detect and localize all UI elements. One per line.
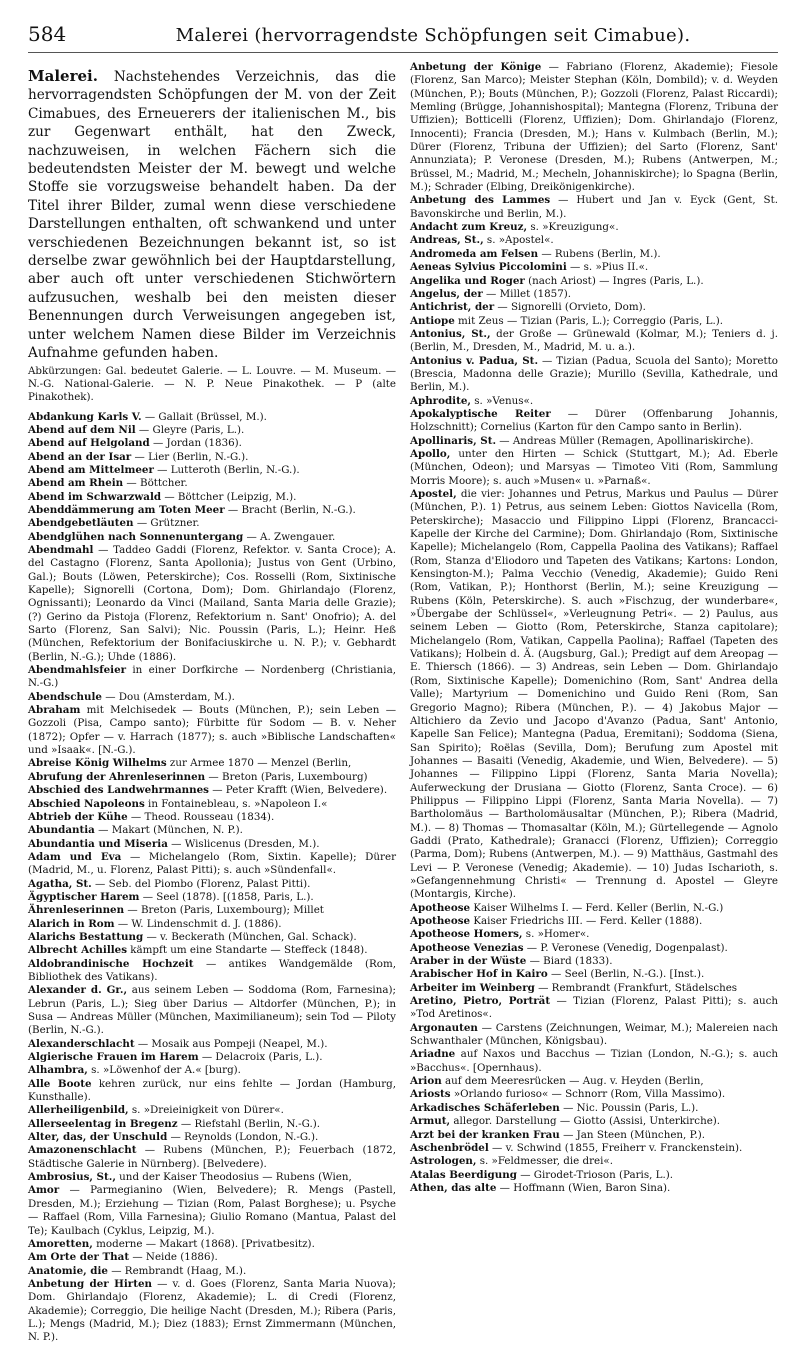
index-entry xyxy=(28,491,396,504)
entry-headword: Abraham xyxy=(28,704,81,717)
entry-headword: Abendglühen nach Sonnenuntergang xyxy=(28,530,244,543)
entry-headword: Abend am Rhein xyxy=(28,477,124,490)
index-entry xyxy=(28,544,396,664)
index-entry xyxy=(410,288,778,301)
entry-headword: Aphrodite, xyxy=(410,394,471,407)
entry-text: — A. Zwengauer. xyxy=(243,530,336,543)
index-entry xyxy=(28,664,396,691)
index-entry xyxy=(410,1102,778,1115)
index-entry xyxy=(28,931,396,944)
entry-text: s. »Homer«. xyxy=(522,928,590,941)
index-entry xyxy=(28,1131,396,1144)
entry-text: Kaiser Wilhelms I. — Ferd. Keller (Berlin, N.-G.) xyxy=(470,901,724,914)
entry-headword: Apotheose xyxy=(410,915,471,927)
entry-text: — Lier (Berlin, N.-G.). xyxy=(131,450,249,463)
entry-headword: Anbetung der Hirten xyxy=(28,1277,152,1290)
entry-headword: Andacht zum Kreuz, xyxy=(410,221,528,234)
entry-headword: Alle Boote xyxy=(28,1077,92,1090)
entry-headword: Antonius, St., xyxy=(410,327,491,340)
entry-headword: Alexander d. Gr., xyxy=(28,984,128,997)
index-entry xyxy=(28,1265,396,1278)
entry-text: — Breton (Paris, Luxembourg) xyxy=(205,770,368,783)
index-entry xyxy=(28,504,396,517)
entry-headword: Abundantia und Miseria xyxy=(28,837,168,850)
entry-text: kehren zurück, nur eins fehlte — Jordan (Hamburg, Kunsthalle). xyxy=(28,1077,396,1104)
index-entry xyxy=(28,944,396,957)
entry-text: — P. Veronese (Venedig, Dogenpalast). xyxy=(523,941,728,954)
page-header xyxy=(28,22,778,53)
entry-headword: Arzt bei der kranken Frau xyxy=(410,1128,560,1141)
index-entry xyxy=(410,955,778,968)
entry-text: — Bracht (Berlin, N.-G.). xyxy=(224,503,356,516)
entry-text: — Riefstahl (Berlin, N.-G.). xyxy=(177,1117,321,1130)
index-entry xyxy=(28,1118,396,1131)
entry-headword: Angelika und Roger xyxy=(410,274,525,287)
entry-text: — v. d. Goes (Florenz, Santa Maria Nuova); Dom. Ghirlandajo (Florenz, Akademie); L. di Credi (Florenz, Akademie); Correggio, Die heilige Nacht (Dresden, M.); Ribera (Paris, L.); Mengs (Madrid, M.); Diez (1883); Ernst Zimmermann (München, N. P.). xyxy=(28,1277,396,1344)
entry-text: — Hubert und Jan v. Eyck (Gent, St. Bavonskirche und Berlin, M.). xyxy=(410,194,778,220)
entry-headword: Ährenleserinnen xyxy=(28,904,125,917)
index-entry xyxy=(28,891,396,904)
intro-title: Malerei. xyxy=(28,67,98,85)
entry-text: — Böttcher (Leipzig, M.). xyxy=(161,490,297,503)
entry-headword: Abrufung der Ahrenleserinnen xyxy=(28,770,206,783)
entry-text: »Orlando furioso« — Schnorr (Rom, Villa Massimo). xyxy=(450,1088,726,1101)
entry-text: zur Armee 1870 — Menzel (Berlin, xyxy=(166,757,352,770)
entry-text: — Lutteroth (Berlin, N.-G.). xyxy=(153,463,300,476)
entry-text: aus seinem Leben — Soddoma (Rom, Farnesina); Lebrun (Paris, L.); Sieg über Darius — Altdorfer (München, P.); in Susa — Andreas Müller (München, Maximilianeum); sein Tod — Piloty (Berlin, N.-G.). xyxy=(28,984,396,1037)
index-entry xyxy=(28,1278,396,1345)
index-entry xyxy=(28,1144,396,1171)
entry-headword: Arkadisches Schäferleben xyxy=(410,1101,560,1114)
entry-text: — Seb. del Piombo (Florenz, Palast Pitti). xyxy=(91,877,311,890)
entry-headword: Abendmahl xyxy=(28,543,94,556)
entry-headword: Abenddämmerung am Toten Meer xyxy=(28,503,225,516)
index-entry xyxy=(28,798,396,811)
entry-text: in Fontainebleau, s. »Napoleon I.« xyxy=(144,797,328,810)
index-entry xyxy=(28,437,396,450)
entry-headword: Abend am Mittelmeer xyxy=(28,463,154,476)
index-entry xyxy=(410,234,778,247)
running-title: Malerei (hervorragendste Schöpfungen seit Cimabue). xyxy=(175,25,691,46)
entry-text: — Rubens (München, P.); Feuerbach (1872, Städtische Galerie in Nürnberg). [Belvedere). xyxy=(28,1144,396,1170)
index-entry xyxy=(28,878,396,891)
entry-headword: Ambrosius, St., xyxy=(28,1171,116,1184)
index-entry xyxy=(28,1038,396,1051)
entry-headword: Astrologen, xyxy=(410,1155,477,1168)
index-entry xyxy=(410,1022,778,1049)
index-entry xyxy=(28,1104,396,1117)
index-entry xyxy=(410,488,778,902)
entry-text: — Michelangelo (Rom, Sixtin. Kapelle); Dürer (Madrid, M., u. Florenz, Palast Pitti); s. auch »Sündenfall«. xyxy=(28,850,396,877)
index-entry xyxy=(410,194,778,221)
index-entry xyxy=(28,824,396,837)
entry-text: — Tizian (Florenz, Palast Pitti); s. auch »Tod Aretinos«. xyxy=(410,995,779,1021)
index-entry xyxy=(28,691,396,704)
index-entry xyxy=(410,1142,778,1155)
entry-text: — Rubens (Berlin, M.). xyxy=(538,247,661,260)
entry-headword: Amoretten, xyxy=(28,1237,93,1250)
entry-text: s. »Dreieinigkeit von Dürer«. xyxy=(128,1104,284,1117)
entry-text: auf Naxos und Bacchus — Tizian (London, N.-G.); s. auch »Bacchus«. [Opernhaus). xyxy=(410,1048,778,1074)
entry-text: Kaiser Friedrichs III. — Ferd. Keller (1888). xyxy=(470,915,703,927)
entry-text: — Nic. Poussin (Paris, L.). xyxy=(559,1101,699,1114)
index-entry xyxy=(28,451,396,464)
entry-headword: Apollo, xyxy=(410,447,451,460)
entry-text: — Mosaik aus Pompeji (Neapel, M.). xyxy=(134,1037,328,1050)
index-entry xyxy=(410,982,778,995)
entry-headword: Abschied Napoleons xyxy=(28,797,145,810)
entry-headword: Ariosts xyxy=(410,1088,451,1101)
entry-headword: Antonius v. Padua, St. xyxy=(410,354,539,367)
entry-headword: Allerheiligenbild, xyxy=(28,1104,129,1117)
entry-headword: Argonauten xyxy=(410,1021,478,1034)
intro-text: Nachstehendes Verzeichnis, das die hervorragendsten Schöpfungen der M. von der Zeit Cimabues, des Erneuerers der italienischen M., bis zur Gegenwart enthält, hat den Zweck, nachzuweisen, in welchen Fächern sich die bedeutendsten Meister der M. bewegt und welche Stoffe sie vorzugsweise behandelt haben. Da der Titel ihrer Bilder, zumal wenn diese verschiedene Darstellungen enthalten, oft schwankend und unter verschiedenen Bezeichnungen bekannt ist, so ist derselbe zwar gewöhnlich bei der Hauptdarstellung, aber auch oft unter verschiedenen Stichwörtern aufzusuchen, weshalb bei den meisten dieser Benennungen durch Verweisungen angegeben ist, unter welchem Namen diese Bilder im Verzeichnis Aufnahme gefunden haben. xyxy=(28,69,396,362)
index-entry xyxy=(28,984,396,1037)
entry-text: — antikes Wandgemälde (Rom, Bibliothek des Vatikans). xyxy=(28,957,396,983)
index-entry xyxy=(410,968,778,981)
index-entry xyxy=(28,838,396,851)
index-entry xyxy=(28,704,396,757)
index-entry xyxy=(28,424,396,437)
entry-headword: Angelus, der xyxy=(410,287,483,300)
entry-text: — Parmegianino (Wien, Belvedere); R. Mengs (Pastell, Dresden, M.); Erziehung — Tizian (Rom, Palast Borghese); u. Psyche — Raffael (Rom, Villa Farnesina); Giulio Romano (Mantua, Palast del Te); Kaulbach (Cyklus, Leipzig, M.). xyxy=(28,1184,396,1237)
entry-headword: Abtrieb der Kühe xyxy=(28,810,128,823)
entry-headword: Aretino, Pietro, Porträt xyxy=(410,995,551,1008)
intro-paragraph xyxy=(28,67,396,363)
entry-headword: Abundantia xyxy=(28,824,95,837)
entry-headword: Allerseelentag in Bregenz xyxy=(28,1117,178,1130)
index-entry xyxy=(28,1171,396,1184)
entry-text: — v. Beckerath (München, Gal. Schack). xyxy=(143,930,357,943)
index-entry xyxy=(410,1169,778,1182)
entry-headword: Abdankung Karls V. xyxy=(28,410,142,423)
index-entry xyxy=(28,918,396,931)
entry-headword: Antiope xyxy=(410,314,455,327)
entry-text: — Grützner. xyxy=(133,517,200,530)
entry-headword: Armut, xyxy=(410,1115,451,1128)
index-entry xyxy=(410,942,778,955)
index-entry xyxy=(28,477,396,490)
left-column xyxy=(28,61,396,1344)
index-entry xyxy=(28,1078,396,1105)
entry-headword: Algierische Frauen im Harem xyxy=(28,1051,199,1064)
entry-headword: Apotheose xyxy=(410,901,471,914)
entry-headword: Andreas, St., xyxy=(410,234,484,247)
entry-text: — Gallait (Brüssel, M.). xyxy=(141,410,267,423)
index-entry xyxy=(410,248,778,261)
entry-headword: Adam und Eva xyxy=(28,850,122,863)
entry-text: — Seel (Berlin, N.-G.). [Inst.). xyxy=(547,968,705,981)
entry-text: — Tizian (Padua, Scuola del Santo); Moretto (Brescia, Madonna delle Grazie); Murillo (Sevilla, Kathedrale, und Berlin, M.). xyxy=(410,354,778,394)
index-entry xyxy=(410,902,778,915)
index-entry xyxy=(410,221,778,234)
entry-headword: Abendmahlsfeier xyxy=(28,664,127,677)
entry-text: — s. »Pius II.«. xyxy=(566,261,649,274)
entry-headword: Arbeiter im Weinberg xyxy=(410,981,535,994)
index-entry xyxy=(28,1064,396,1077)
entry-text: — Jordan (1836). xyxy=(149,437,242,450)
index-entry xyxy=(410,448,778,488)
entry-text: moderne — Makart (1868). [Privatbesitz). xyxy=(92,1237,315,1250)
index-entry xyxy=(28,851,396,878)
index-entry xyxy=(28,784,396,797)
entry-text: s. »Apostel«. xyxy=(483,234,554,247)
abbreviations-note: Abkürzungen: Gal. bedeutet Galerie. — L. Louvre. — M. Museum. — N.-G. National-Galerie. — N. P. Neue Pinakothek. — P (alte Pinakothek). xyxy=(28,364,396,404)
entry-text: unter den Hirten — Schick (Stuttgart, M.); Ad. Eberle (München, Odeon); und Marsyas — Timoteo Viti (Rom, Sammlung Morris Moore); s. auch »Musen« u. »Parnaß«. xyxy=(410,447,778,487)
index-entry xyxy=(410,61,778,194)
entry-headword: Apollinaris, St. xyxy=(410,434,497,447)
index-entry xyxy=(28,1251,396,1264)
index-entry xyxy=(410,355,778,395)
entry-text: die vier: Johannes und Petrus, Markus und Paulus — Dürer (München, P.). 1) Petrus, aus seinem Leben: Giottos Navicella (Rom, Peterskirche); Masaccio und Filippino Lippi (Florenz, Brancacci-Kapelle der Kirche del Carmine); Dom. Ghirlandajo (Rom, Sixtinische Kapelle); Michelangelo (Rom, Cappella Paolina des Vatikans); Raffael (Rom, Stanza d'Eliodoro und Tapeten des Vatikans; Kartons: London, Kensington-M.); Palma Vecchio (Venedig, Akademie); Guido Reni (Rom, Vatikan, P.); Honthorst (Berlin, M.); seine Kreuzigung — Rubens (Köln, Peterskirche). S. auch »Fischzug, der wunderbare«, »Übergabe der Schlüssel«, »Verleugnung Petri«. — 2) Paulus, aus seinem Leben — Giotto (Rom, Peterskirche, Stanza capitolare); Michelangelo (Rom, Vatikan, Cappella Paolina); Raffael (Tapeten des Vatikans); Holbein d. Ä. (Augsburg, Gal.); Predigt auf dem Areopag — E. Thiersch (1866). — 3) Andreas, sein Leben — Dom. Ghirlandajo (Rom, Sixtinische Kapelle); Domenichino (Rom, Sant' Andrea della Valle); Martyrium — Domenichino und Guido Reni (Rom, San Gregorio Magno); Ribera (München, P.). — 4) Jakobus Major — Altichiero da Zevio und Jacopo d'Avanzo (Padua, Sant' Antonio, Kapelle San Felice); Mantegna (Padua, Eremitani); Soddoma (Siena, San Spirito); Roëlas (Sevilla, Dom); Berufung zum Apostel mit Johannes — Basaiti (Venedig, Akademie, und Wien, Belvedere). — 5) Johannes — Filippino Lippi (Florenz, Santa Maria Novella); Auferweckung der Drusiana — Giotto (Florenz, Santa Croce). — 6) Philippus — Filippino Lippi (Florenz, Santa Maria Novella). — 7) Bartholomäus — Bartholomäusaltar (München, P.); Ribera (Madrid, M.). — 8) Thomas — Thomasaltar (Köln, M.); Gürtellegende — Agnolo Gaddi (Prato, Kathedrale); Granacci (Florenz, Uffizien); Correggio (Parma, Dom); Rubens (Antwerpen, M.). — 9) Matthäus, Gastmahl des Levi — P. Veronese (Venedig; Akademie). — 10) Judas Ischarioth, s. »Gefangennehmung Christi« — Trennung d. Apostel — Gleyre (Montargis, Kirche). xyxy=(410,488,778,901)
entry-text: — Böttcher. xyxy=(123,477,188,490)
index-entry xyxy=(410,995,778,1022)
entry-headword: Aeneas Sylvius Piccolomini xyxy=(410,261,567,274)
entry-headword: Anbetung der Könige xyxy=(410,61,542,73)
index-entry xyxy=(410,435,778,448)
entry-headword: Apotheose Homers, xyxy=(410,928,523,941)
entry-text: — Peter Krafft (Wien, Belvedere). xyxy=(208,784,388,797)
index-entry xyxy=(410,275,778,288)
entry-text: und der Kaiser Theodosius — Rubens (Wien, xyxy=(115,1171,352,1184)
index-entry xyxy=(28,1051,396,1064)
entry-text: — W. Lindenschmit d. J. (1886). xyxy=(114,917,282,930)
entry-text: s. »Feldmesser, die drei«. xyxy=(476,1155,613,1168)
entry-headword: Albrecht Achilles xyxy=(28,944,128,957)
entry-headword: Amor xyxy=(28,1184,60,1197)
entry-headword: Andromeda am Felsen xyxy=(410,247,539,260)
entry-headword: Alhambra, xyxy=(28,1064,88,1077)
index-entry xyxy=(410,261,778,274)
right-column xyxy=(410,61,778,1241)
entry-text: allegor. Darstellung — Giotto (Assisi, Unterkirche). xyxy=(450,1115,721,1128)
index-entry xyxy=(410,915,778,928)
entry-headword: Arion xyxy=(410,1075,442,1088)
entry-headword: Arabischer Hof in Kairo xyxy=(410,968,548,981)
index-entry xyxy=(410,1075,778,1088)
entry-text: — Andreas Müller (Remagen, Apollinariskirche). xyxy=(496,434,754,447)
entry-text: s. »Löwenhof der A.« [burg). xyxy=(87,1064,241,1077)
entry-text: auf dem Meeresrücken — Aug. v. Heyden (Berlin, xyxy=(441,1075,704,1088)
entry-text: — Carstens (Zeichnungen, Weimar, M.); Malereien nach Schwanthaler (München, Königsbau). xyxy=(410,1021,778,1048)
entry-text: — Signorelli (Orvieto, Dom). xyxy=(494,301,646,314)
entry-headword: Apokalyptische Reiter xyxy=(410,407,551,420)
index-entry xyxy=(28,1238,396,1251)
entry-text: — Jan Steen (München, P.). xyxy=(559,1128,706,1141)
entry-text: — Rembrandt (Haag, M.). xyxy=(107,1264,247,1277)
index-entry xyxy=(410,1115,778,1128)
entry-headword: Anbetung des Lammes xyxy=(410,194,551,207)
page xyxy=(28,22,779,1344)
entry-headword: Alarichs Bestattung xyxy=(28,930,144,943)
entry-headword: Aschenbrödel xyxy=(410,1141,489,1154)
entry-headword: Athen, das alte xyxy=(410,1181,497,1194)
index-entry xyxy=(410,1088,778,1101)
entry-text: der Große — Grünewald (Kolmar, M.); Teniers d. j. (Berlin, M., Dresden, M., Madrid, M. u. a.). xyxy=(410,327,778,354)
index-entry xyxy=(28,811,396,824)
index-entry xyxy=(28,958,396,985)
entry-headword: Alter, das, der Unschuld xyxy=(28,1131,168,1144)
index-entry xyxy=(410,928,778,941)
right-entries-list xyxy=(410,61,778,1195)
entry-text: — Taddeo Gaddi (Florenz, Refektor. v. Santa Croce); A. del Castagno (Florenz, Santa Apollonia); Justus von Gent (Urbino, Gal.); Bouts (Löwen, Peterskirche); Cos. Rosselli (Rom, Sixtinische Kapelle); Signorelli (Cortona, Dom); Dom. Ghirlandajo (Florenz, Ognissanti); Leonardo da Vinci (Mailand, Santa Maria delle Grazie); (?) Gerino da Pistoja (Florenz, Refektorium n. Sant' Onofrio); A. del Sarto (Florenz, San Salvi); Nic. Poussin (Paris, L.); Heinr. Heß (München, Refektorium der Bonifaciuskirche u. N. P.); v. Gebhardt (Berlin, N.-G.); Uhde (1886). xyxy=(28,543,396,663)
entry-text: kämpft um eine Standarte — Steffeck (1848). xyxy=(127,944,368,957)
entry-headword: Araber in der Wüste xyxy=(410,955,527,968)
entry-headword: Apostel, xyxy=(410,488,457,500)
index-entry xyxy=(28,757,396,770)
entry-text: — Fabriano (Florenz, Akademie); Fiesole (Florenz, San Marco); Meister Stephan (Köln, Dombild); v. d. Weyden (München, P.); Bouts (München, P.); Gozzoli (Florenz, Palast Riccardi); Memling (Brügge, Johannishospital); Mantegna (Florenz, Tribuna der Uffizien); Botticelli (Florenz, Uffizien); Dom. Ghirlandajo (Florenz, Innocenti); Francia (Dresden, M.); Hans v. Kulmbach (Berlin, M.); Dürer (Florenz, Tribuna der Uffizien); del Sarto (Florenz, Sant' Annunziata); P. Veronese (Dresden, M.); Rubens (Antwerpen, M.; Brüssel, M.; Madrid, M.; Mecheln, Johanniskirche); lo Spagna (Berlin, M.); Schrader (Elbing, Dreikönigenkirche). xyxy=(410,61,778,194)
entry-text: — Delacroix (Paris, L.). xyxy=(198,1051,323,1064)
index-entry xyxy=(410,315,778,328)
entry-headword: Ariadne xyxy=(410,1048,456,1061)
index-entry xyxy=(28,411,396,424)
entry-headword: Agatha, St. xyxy=(28,877,92,890)
entry-text: s. »Venus«. xyxy=(470,394,534,407)
index-entry xyxy=(410,408,778,435)
entry-text: in einer Dorfkirche — Nordenberg (Christiania, N.-G.) xyxy=(28,664,396,690)
index-entry xyxy=(410,1129,778,1142)
entry-headword: Am Orte der That xyxy=(28,1251,130,1264)
entry-text: (nach Ariost) — Ingres (Paris, L.). xyxy=(524,274,704,287)
page-number: 584 xyxy=(28,22,67,46)
entry-text: — Gleyre (Paris, L.). xyxy=(135,423,245,436)
index-entry xyxy=(410,1155,778,1168)
index-entry xyxy=(28,531,396,544)
entry-headword: Amazonenschlacht xyxy=(28,1144,137,1157)
index-entry xyxy=(28,771,396,784)
entry-text: — Millet (1857). xyxy=(482,287,572,300)
two-column-body xyxy=(28,61,779,1344)
entry-text: — Seel (1878). [(1858, Paris, L.). xyxy=(139,890,314,903)
entry-text: — Dürer (Offenbarung Johannis, Holzschnitt); Cornelius (Karton für den Campo santo in Berlin). xyxy=(410,407,778,434)
entry-headword: Abend im Schwarzwald xyxy=(28,490,162,503)
index-entry xyxy=(28,517,396,530)
entry-text: mit Zeus — Tizian (Paris, L.); Correggio (Paris, L.). xyxy=(454,314,724,327)
entry-text: — Dou (Amsterdam, M.). xyxy=(101,690,235,703)
entry-headword: Atalas Beerdigung xyxy=(410,1168,517,1181)
entry-text: s. »Kreuzigung«. xyxy=(527,221,619,234)
index-entry xyxy=(410,1048,778,1075)
index-entry xyxy=(28,464,396,477)
entry-text: mit Melchisedek — Bouts (München, P.); sein Leben — Gozzoli (Pisa, Campo santo); Fürbitte für Sodom — B. v. Neher (1872); Opfer — v. Harrach (1877); s. auch »Biblische Landschaften« und »Isaak«. [N.-G.). xyxy=(28,704,396,757)
entry-headword: Abend auf Helgoland xyxy=(28,437,150,450)
entry-headword: Aldobrandinische Hochzeit xyxy=(28,957,194,970)
entry-text: — Hoffmann (Wien, Baron Sina). xyxy=(496,1181,671,1194)
entry-headword: Abend an der Isar xyxy=(28,450,132,463)
index-entry xyxy=(28,1184,396,1237)
entry-headword: Abend auf dem Nil xyxy=(28,423,136,436)
entry-headword: Abreise König Wilhelms xyxy=(28,757,167,770)
entry-text: — Rembrandt (Frankfurt, Städelsches xyxy=(534,981,738,994)
entry-headword: Alarich in Rom xyxy=(28,917,115,930)
index-entry xyxy=(410,395,778,408)
entry-text: — Reynolds (London, N.-G.). xyxy=(167,1131,319,1144)
entry-text: — v. Schwind (1855, Freiherr v. Franckenstein). xyxy=(488,1141,743,1154)
entry-headword: Apotheose Venezias xyxy=(410,941,524,954)
entry-headword: Anatomie, die xyxy=(28,1264,108,1277)
entry-text: — Makart (München, N. P.). xyxy=(94,824,243,837)
entry-headword: Abschied des Landwehrmannes xyxy=(28,784,209,797)
entry-headword: Antichrist, der xyxy=(410,301,495,314)
entry-text: — Biard (1833). xyxy=(526,955,613,968)
entry-text: — Girodet-Trioson (Paris, L.). xyxy=(516,1168,674,1181)
entry-text: — Theod. Rousseau (1834). xyxy=(127,810,275,823)
entry-headword: Abendgebetläuten xyxy=(28,517,134,530)
left-entries-list xyxy=(28,411,396,1345)
entry-text: — Wislicenus (Dresden, M.). xyxy=(167,837,320,850)
index-entry xyxy=(28,904,396,917)
entry-headword: Ägyptischer Harem xyxy=(28,890,140,903)
entry-headword: Abendschule xyxy=(28,690,102,703)
entry-text: — Neide (1886). xyxy=(129,1251,218,1264)
index-entry xyxy=(410,1182,778,1195)
entry-headword: Alexanderschlacht xyxy=(28,1037,135,1050)
entry-text: — Breton (Paris, Luxembourg); Millet xyxy=(124,904,324,917)
index-entry xyxy=(410,328,778,355)
index-entry xyxy=(410,301,778,314)
